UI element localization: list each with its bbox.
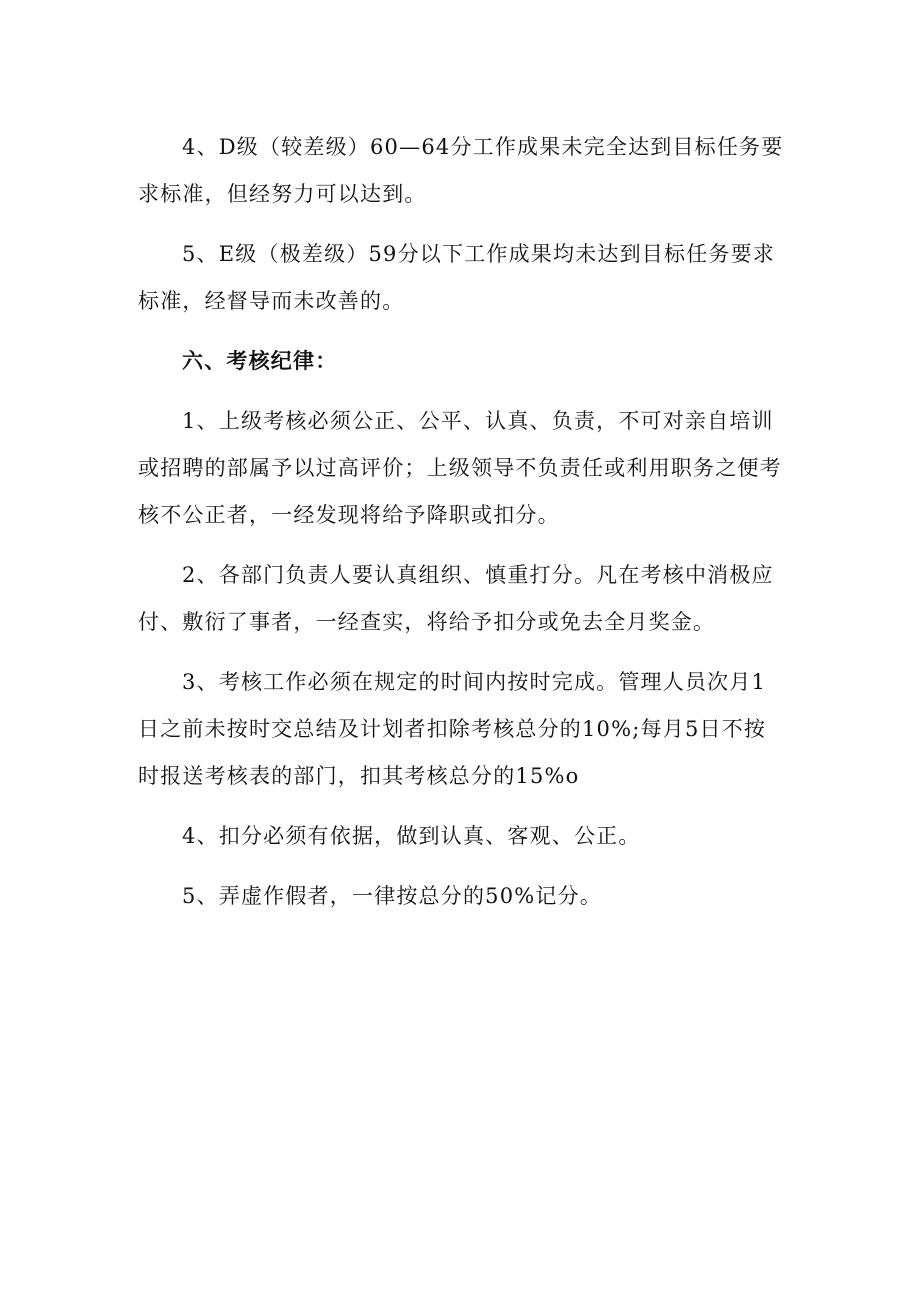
section-heading: 六、考核纪律： [182, 349, 338, 373]
discipline-item-1: 1、上级考核必须公正、公平、认真、负责，不可对亲自培训或招聘的部属予以过高评价；上级领导不负责任或利用职务之便考核不公正者，一经发现将给予降职或扣分。 [138, 409, 782, 527]
discipline-item-5: 5、弄虚作假者，一律按总分的50%记分。 [182, 884, 603, 908]
discipline-item-2: 2、各部门负责人要认真组织、慎重打分。凡在考核中消极应付、敷衍了事者，一经查实，将给予扣分或免去全月奖金。 [138, 563, 774, 634]
discipline-item-3: 3、考核工作必须在规定的时间内按时完成。管理人员次月1日之前未按时交总结及计划者扣除考核总分的10%;每月5日不按时报送考核表的部门，扣其考核总分的15%o [138, 670, 767, 788]
document-body [138, 124, 788, 933]
discipline-item-4: 4、扣分必须有依据，做到认真、客观、公正。 [182, 824, 641, 848]
grade-d-paragraph: 4、D级（较差级）60—64分工作成果未完全达到目标任务要求标准，但经努力可以达到。 [138, 135, 784, 206]
grade-e-paragraph: 5、E级（极差级）59分以下工作成果均未达到目标任务要求标准，经督导而未改善的。 [138, 242, 776, 313]
